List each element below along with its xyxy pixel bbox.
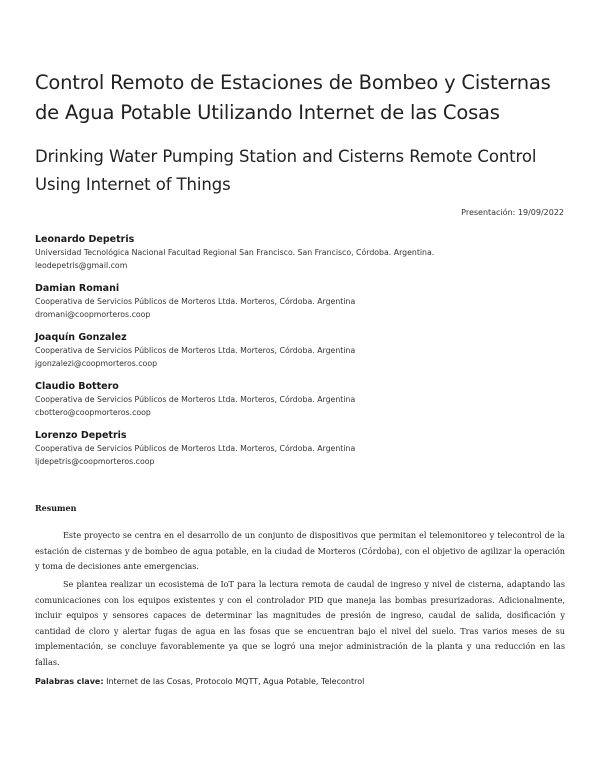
author-block [35, 331, 575, 370]
author-affiliation: Cooperativa de Servicios Públicos de Morteros Ltda. Morteros, Córdoba. Argentina [35, 395, 356, 404]
author-name: Joaquín Gonzalez [35, 332, 127, 343]
author-email: dromani@coopmorteros.coop [35, 309, 151, 319]
author-block [35, 282, 575, 321]
keywords-label: Palabras clave: [35, 677, 104, 686]
author-name: Claudio Bottero [35, 381, 119, 392]
keywords-text: Internet de las Cosas, Protocolo MQTT, Agua Potable, Telecontrol [106, 677, 365, 686]
author-block [35, 233, 575, 272]
author-block [35, 429, 575, 468]
author-affiliation: Cooperativa de Servicios Públicos de Morteros Ltda. Morteros, Córdoba. Argentina [35, 297, 356, 306]
abstract-paragraph: Este proyecto se centra en el desarrollo de un conjunto de dispositivos que permitan el telemonitoreo y telecontrol de la estación de cisternas y de bombeo de agua potable, en la ciudad de Morteros (Córdoba), con el objetivo de agilizar la operación y toma de decisiones ante emergencias. [35, 530, 565, 571]
abstract-paragraph: Se plantea realizar un ecosistema de IoT para la lectura remota de caudal de ingreso y nivel de cisterna, adaptando las comunicaciones con los equipos existentes y con el controlador PID que maneja las bombas presurizadoras. Adicionalmente, incluir equipos y sensores capaces de determinar las magnitudes de presión de ingreso, caudal de salida, dosificación y cantidad de cloro y alertar fugas de agua en las fosas que se encuentran bajo el nivel del suelo. Tras varios meses de su implementación, se concluye favorablemente ya que se logró una mejor administración de la planta y una reducción en las fallas. [35, 579, 565, 667]
author-name: Leonardo Depetris [35, 234, 135, 245]
abstract-heading: Resumen [35, 503, 77, 513]
author-block [35, 380, 575, 419]
author-affiliation: Universidad Tecnológica Nacional Facultad Regional San Francisco. San Francisco, Córdoba. Argentina. [35, 248, 435, 257]
author-affiliation: Cooperativa de Servicios Públicos de Morteros Ltda. Morteros, Córdoba. Argentina [35, 346, 356, 355]
title-spanish: Control Remoto de Estaciones de Bombeo y Cisternas de Agua Potable Utilizando Internet de las Cosas [35, 71, 551, 124]
keywords [35, 677, 575, 686]
author-affiliation: Cooperativa de Servicios Públicos de Morteros Ltda. Morteros, Córdoba. Argentina [35, 444, 356, 453]
author-email: cbottero@coopmorteros.coop [35, 407, 151, 417]
author-email: ljdepetris@coopmorteros.coop [35, 456, 155, 466]
author-email: jgonzalezi@coopmorteros.coop [35, 358, 158, 368]
title-english: Drinking Water Pumping Station and Cisterns Remote Control Using Internet of Things [35, 147, 537, 194]
author-name: Lorenzo Depetris [35, 430, 127, 441]
author-name: Damian Romani [35, 283, 120, 294]
presentation-date: Presentación: 19/09/2022 [461, 208, 564, 217]
author-email: leodepetris@gmail.com [35, 260, 128, 270]
